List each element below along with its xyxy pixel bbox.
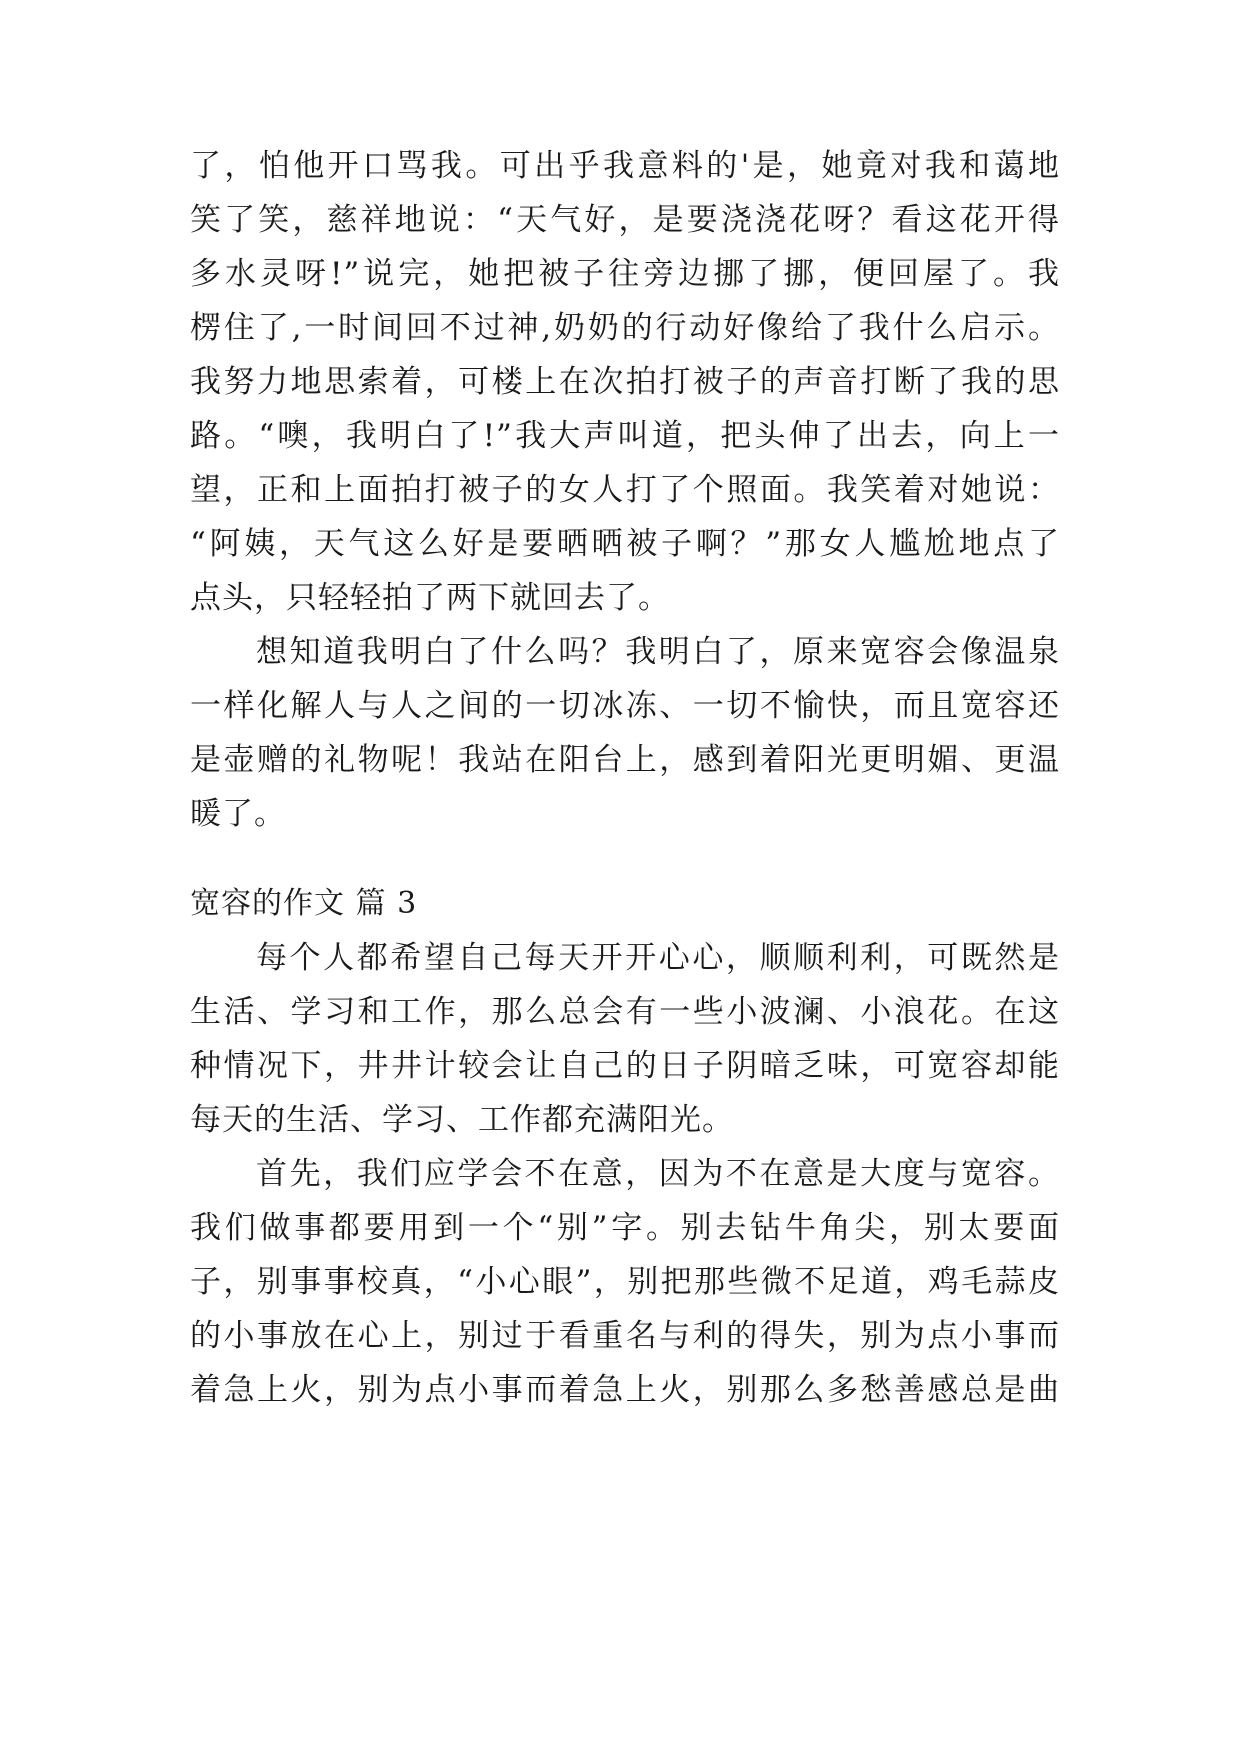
text-line: “阿姨，天气这么好是要晒晒被子啊？”那女人尴尬地点了 (190, 526, 1060, 562)
paragraph-first-line: 每个人都希望自己每天开开心心，顺顺利利，可既然是 (256, 940, 1060, 976)
paragraph-first-line: 想知道我明白了什么吗？我明白了，原来宽容会像温泉 (256, 634, 1060, 670)
text-line: 着急上火，别为点小事而着急上火，别那么多愁善感总是曲 (190, 1372, 1060, 1408)
text-line: 路。“噢，我明白了!”我大声叫道，把头伸了出去，向上一 (190, 418, 1060, 454)
text-line: 生活、学习和工作，那么总会有一些小波澜、小浪花。在这 (190, 994, 1060, 1030)
text-line: 一样化解人与人之间的一切冰冻、一切不愉快，而且宽容还 (190, 688, 1060, 724)
text-line: 了，怕他开口骂我。可出乎我意料的'是，她竟对我和蔼地 (190, 148, 1060, 184)
text-line: 我努力地思索着，可楼上在次拍打被子的声音打断了我的思 (190, 364, 1060, 400)
text-line: 种情况下，井井计较会让自己的日子阴暗乏味，可宽容却能 (190, 1048, 1060, 1084)
text-line: 楞住了,一时间回不过神,奶奶的行动好像给了我什么启示。 (190, 310, 1060, 346)
text-line: 的小事放在心上，别过于看重名与利的得失，别为点小事而 (190, 1318, 1060, 1354)
paragraph-first-line: 首先，我们应学会不在意，因为不在意是大度与宽容。 (256, 1156, 1060, 1192)
text-line: 我们做事都要用到一个“别”字。别去钻牛角尖，别太要面 (190, 1210, 1060, 1246)
text-line: 子，别事事校真，“小心眼”，别把那些微不足道，鸡毛蒜皮 (190, 1264, 1060, 1300)
text-line: 多水灵呀!”说完，她把被子往旁边挪了挪，便回屋了。我 (190, 256, 1060, 292)
section-heading: 宽容的作文 篇 3 (190, 886, 418, 921)
text-line: 每天的生活、学习、工作都充满阳光。 (190, 1102, 734, 1138)
text-line: 是壶赠的礼物呢！我站在阳台上，感到着阳光更明媚、更温 (190, 742, 1060, 778)
text-line: 望，正和上面拍打被子的女人打了个照面。我笑着对她说： (190, 472, 1060, 508)
text-line: 笑了笑，慈祥地说：“天气好，是要浇浇花呀？看这花开得 (190, 202, 1060, 238)
text-line: 暖了。 (190, 796, 286, 832)
text-line: 点头，只轻轻拍了两下就回去了。 (190, 580, 670, 616)
